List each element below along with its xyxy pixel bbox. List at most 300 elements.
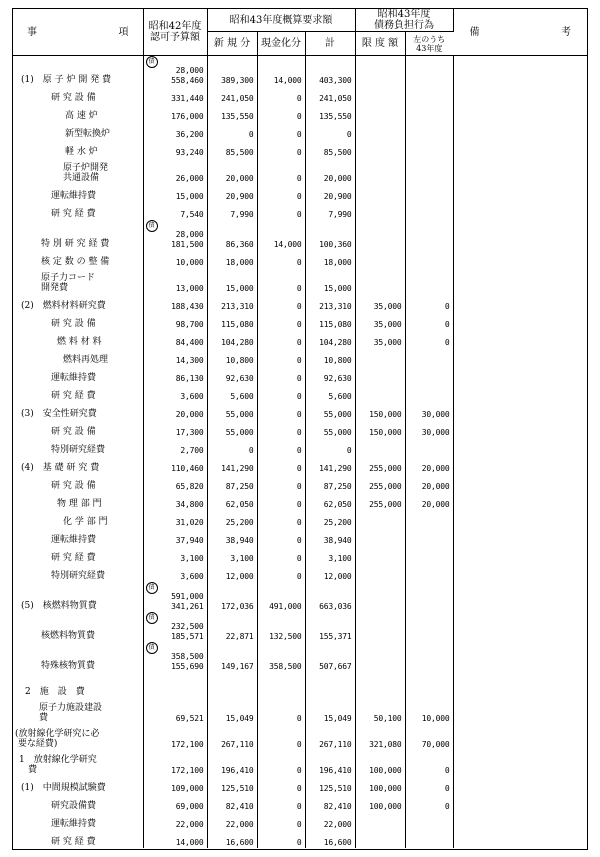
header-remarks [453,9,587,56]
cell-item: 運転維持費 [13,184,143,202]
prev-budget-value: 109,000 [171,783,204,793]
cell-limit [355,582,405,612]
cell-of-which [405,122,453,140]
cell-prev-budget [143,776,207,794]
prev-budget-value: 110,460 [171,463,204,473]
cell-limit: 321,080 [355,724,405,750]
cell-cash: 0 [257,528,305,546]
prev-budget-value: 86,130 [175,373,204,383]
cell-remarks [453,158,587,184]
cell-item: 新型転換炉 [13,122,143,140]
table-row [13,812,587,830]
budget-table [13,9,587,848]
cell-item: 研 究 設 備 [13,86,143,104]
prev-budget-value: 69,521 [175,713,204,723]
prev-budget-value: 2,700 [180,445,204,455]
table-row [13,140,587,158]
cell-item: 研 究 経 費 [13,830,143,848]
cell-cash: 0 [257,348,305,366]
cell-limit: 255,000 [355,492,405,510]
cell-limit [355,158,405,184]
cell-of-which: 20,000 [405,492,453,510]
prev-budget-value: 37,940 [175,535,204,545]
cell-limit [355,510,405,528]
cell-cash: 0 [257,250,305,268]
cell-total: 85,500 [305,140,355,158]
cell-new: 85,500 [207,140,257,158]
prev-budget-value: 172,100 [171,765,204,775]
prev-budget-value: 14,300 [175,355,204,365]
cell-remarks [453,564,587,582]
prev-budget-value: 13,000 [175,283,204,293]
cell-new: 196,410 [207,750,257,776]
table-row [13,348,587,366]
table-row [13,420,587,438]
cell-item: (4) 基 礎 研 究 費 [13,456,143,474]
cell-cash: 491,000 [257,582,305,612]
cell-prev-budget [143,294,207,312]
cell-prev-budget [143,250,207,268]
cell-new: 16,600 [207,830,257,848]
table-row [13,492,587,510]
prev-budget-value: 172,100 [171,739,204,749]
cell-of-which [405,56,453,86]
prev-budget-value: 7,540 [180,209,204,219]
cell-of-which: 0 [405,312,453,330]
cell-remarks [453,366,587,384]
debt-mark-icon: 債 [146,220,158,232]
prev-budget-value: 20,000 [175,409,204,419]
cell-remarks [453,384,587,402]
table-row [13,312,587,330]
cell-item: 原子力施設建設 費 [13,698,143,724]
cell-prev-budget [143,158,207,184]
table-row [13,564,587,582]
cell-prev-budget [143,438,207,456]
cell-item: 運転維持費 [13,812,143,830]
table-row [13,220,587,250]
table-row [13,642,587,672]
cell-limit: 150,000 [355,402,405,420]
cell-item: 研 究 経 費 [13,546,143,564]
table-row [13,750,587,776]
cell-new: 104,280 [207,330,257,348]
header-total: 計 [305,32,355,56]
cell-limit: 35,000 [355,312,405,330]
table-row [13,330,587,348]
cell-limit [355,528,405,546]
cell-total: 38,940 [305,528,355,546]
cell-prev-budget [143,202,207,220]
cell-cash: 0 [257,86,305,104]
cell-remarks [453,830,587,848]
cell-cash: 0 [257,830,305,848]
header-item-right: 項 [118,26,129,38]
cell-of-which [405,528,453,546]
prev-budget-value: 10,000 [175,257,204,267]
cell-of-which [405,104,453,122]
cell-of-which [405,158,453,184]
cell-remarks [453,456,587,474]
cell-new: 20,900 [207,184,257,202]
cell-limit: 100,000 [355,776,405,794]
cell-prev-budget [143,402,207,420]
cell-prev-budget [143,56,207,86]
prev-budget-debt-value: 28,000 [175,66,204,76]
cell-remarks [453,724,587,750]
cell-prev-budget [143,812,207,830]
prev-budget-value: 36,200 [175,129,204,139]
header-item-left: 事 [27,26,37,38]
cell-prev-budget [143,122,207,140]
cell-limit [355,366,405,384]
cell-new: 25,200 [207,510,257,528]
cell-item: 運転維持費 [13,528,143,546]
cell-prev-budget [143,564,207,582]
prev-budget-value: 3,600 [180,571,204,581]
cell-item: (1) 原 子 炉 開 発 費 [13,56,143,86]
table-row [13,528,587,546]
prev-budget-value: 17,300 [175,427,204,437]
header-item [13,9,143,56]
cell-remarks [453,812,587,830]
cell-limit [355,184,405,202]
cell-new: 267,110 [207,724,257,750]
cell-cash: 0 [257,812,305,830]
cell-prev-budget [143,220,207,250]
cell-new: 125,510 [207,776,257,794]
cell-total: 12,000 [305,564,355,582]
cell-new: 135,550 [207,104,257,122]
cell-of-which [405,438,453,456]
cell-limit [355,122,405,140]
cell-remarks [453,612,587,642]
cell-limit: 100,000 [355,794,405,812]
cell-cash: 0 [257,794,305,812]
cell-of-which [405,384,453,402]
table-row [13,402,587,420]
cell-item: 核 定 数 の 整 備 [13,250,143,268]
cell-limit [355,202,405,220]
cell-remarks [453,330,587,348]
prev-budget-value: 31,020 [175,517,204,527]
cell-new [207,672,257,698]
cell-of-which [405,202,453,220]
cell-limit [355,830,405,848]
cell-of-which [405,86,453,104]
table-row [13,612,587,642]
cell-of-which: 30,000 [405,420,453,438]
prev-budget-value: 188,430 [171,301,204,311]
cell-limit [355,564,405,582]
debt-mark-icon: 債 [146,612,158,624]
prev-budget-debt-value: 358,500 [171,652,204,662]
cell-prev-budget [143,86,207,104]
table-row [13,202,587,220]
cell-cash: 0 [257,546,305,564]
cell-of-which [405,184,453,202]
cell-item: 研 究 経 費 [13,384,143,402]
cell-item: 研 究 設 備 [13,474,143,492]
cell-remarks [453,140,587,158]
cell-prev-budget [143,474,207,492]
cell-cash: 0 [257,366,305,384]
cell-item: 特別研究経費 [13,564,143,582]
cell-remarks [453,420,587,438]
cell-limit [355,268,405,294]
cell-item: 軽 水 炉 [13,140,143,158]
cell-total: 87,250 [305,474,355,492]
table-row [13,384,587,402]
cell-new: 55,000 [207,402,257,420]
cell-remarks [453,546,587,564]
cell-of-which [405,268,453,294]
cell-prev-budget [143,510,207,528]
prev-budget-value: 341,261 [171,601,204,611]
table-row [13,86,587,104]
table-row [13,122,587,140]
table-row [13,56,587,86]
cell-of-which [405,140,453,158]
cell-item: 特別研究経費 [13,438,143,456]
prev-budget-value: 26,000 [175,173,204,183]
cell-cash: 0 [257,202,305,220]
header-remarks-right: 考 [561,26,571,38]
cell-of-which [405,612,453,642]
prev-budget-value: 185,571 [171,631,204,641]
cell-new: 389,300 [207,56,257,86]
cell-prev-budget [143,184,207,202]
cell-total: 100,360 [305,220,355,250]
header-of-which: 左のうち 43年度 [405,32,453,56]
cell-cash: 0 [257,184,305,202]
cell-total: 135,550 [305,104,355,122]
cell-total: 25,200 [305,510,355,528]
cell-new: 5,600 [207,384,257,402]
header-cash: 現金化分 [257,32,305,56]
cell-total: 55,000 [305,420,355,438]
cell-new: 172,036 [207,582,257,612]
cell-item: 研 究 設 備 [13,312,143,330]
cell-limit [355,812,405,830]
cell-of-which: 70,000 [405,724,453,750]
debt-mark-icon: 債 [146,642,158,654]
cell-total: 10,800 [305,348,355,366]
cell-cash: 0 [257,158,305,184]
cell-total: 141,290 [305,456,355,474]
cell-cash: 0 [257,438,305,456]
cell-prev-budget [143,366,207,384]
table-row [13,104,587,122]
cell-cash: 0 [257,268,305,294]
prev-budget-value: 22,000 [175,819,204,829]
cell-total: 22,000 [305,812,355,830]
cell-new: 62,050 [207,492,257,510]
header-limit: 限 度 額 [355,32,405,56]
table-row [13,776,587,794]
cell-remarks [453,184,587,202]
table-row [13,474,587,492]
prev-budget-value: 84,400 [175,337,204,347]
cell-prev-budget [143,794,207,812]
cell-remarks [453,202,587,220]
prev-budget-value: 34,800 [175,499,204,509]
cell-limit [355,140,405,158]
cell-remarks [453,672,587,698]
cell-of-which [405,564,453,582]
cell-new: 18,000 [207,250,257,268]
prev-budget-value: 3,100 [180,553,204,563]
cell-of-which: 0 [405,750,453,776]
cell-prev-budget [143,456,207,474]
cell-item: 2 施 設 費 [13,672,143,698]
cell-item: 高 速 炉 [13,104,143,122]
cell-item: 核燃料物質費 [13,612,143,642]
cell-new: 3,100 [207,546,257,564]
cell-cash: 0 [257,104,305,122]
cell-total: 403,300 [305,56,355,86]
header-prev-budget: 昭和42年度 認可予算額 [143,9,207,56]
cell-remarks [453,348,587,366]
cell-prev-budget [143,384,207,402]
cell-new: 7,990 [207,202,257,220]
cell-prev-budget [143,612,207,642]
header-debt-group: 昭和43年度 債務負担行為 [355,9,453,32]
cell-total: 196,410 [305,750,355,776]
cell-new: 82,410 [207,794,257,812]
header-remarks-left: 備 [469,26,480,38]
cell-new: 0 [207,122,257,140]
cell-prev-budget [143,268,207,294]
cell-remarks [453,56,587,86]
cell-remarks [453,268,587,294]
prev-budget-value: 65,820 [175,481,204,491]
cell-total: 0 [305,438,355,456]
cell-of-which [405,830,453,848]
cell-total: 82,410 [305,794,355,812]
cell-of-which: 0 [405,330,453,348]
cell-total: 104,280 [305,330,355,348]
cell-of-which: 20,000 [405,474,453,492]
prev-budget-value: 331,440 [171,93,204,103]
cell-total: 663,036 [305,582,355,612]
cell-item: 研 究 経 費 [13,202,143,220]
cell-item: (放射線化学研究に必 要な経費) [13,724,143,750]
cell-remarks [453,582,587,612]
cell-of-which: 10,000 [405,698,453,724]
prev-budget-debt-value: 232,500 [171,622,204,632]
cell-of-which [405,510,453,528]
cell-new: 86,360 [207,220,257,250]
cell-prev-budget [143,420,207,438]
table-row [13,830,587,848]
cell-total: 507,667 [305,642,355,672]
cell-remarks [453,250,587,268]
cell-new: 87,250 [207,474,257,492]
table-row [13,582,587,612]
cell-cash: 0 [257,698,305,724]
prev-budget-value: 69,000 [175,801,204,811]
cell-remarks [453,474,587,492]
table-body [13,56,587,848]
cell-limit [355,612,405,642]
cell-cash: 0 [257,456,305,474]
cell-remarks [453,750,587,776]
cell-of-which: 0 [405,794,453,812]
table-row [13,438,587,456]
cell-total: 15,000 [305,268,355,294]
cell-prev-budget [143,672,207,698]
cell-cash: 0 [257,294,305,312]
cell-new: 241,050 [207,86,257,104]
prev-budget-value: 176,000 [171,111,204,121]
cell-limit: 100,000 [355,750,405,776]
cell-new: 92,630 [207,366,257,384]
prev-budget-debt-value: 28,000 [175,230,204,240]
cell-remarks [453,402,587,420]
cell-item: (3) 安全性研究費 [13,402,143,420]
cell-of-which [405,348,453,366]
cell-limit: 35,000 [355,294,405,312]
cell-new: 55,000 [207,420,257,438]
cell-cash: 0 [257,510,305,528]
cell-new: 15,000 [207,268,257,294]
cell-item: 原子炉開発 共通設備 [13,158,143,184]
header-request-group: 昭和43年度概算要求額 [207,9,355,32]
cell-remarks [453,294,587,312]
cell-item: 燃料再処理 [13,348,143,366]
table-row [13,366,587,384]
cell-total: 241,050 [305,86,355,104]
cell-of-which [405,582,453,612]
cell-prev-budget [143,492,207,510]
cell-prev-budget [143,750,207,776]
cell-prev-budget [143,698,207,724]
cell-limit: 35,000 [355,330,405,348]
cell-prev-budget [143,348,207,366]
cell-new: 22,871 [207,612,257,642]
cell-limit [355,86,405,104]
cell-prev-budget [143,104,207,122]
header-new: 新 規 分 [207,32,257,56]
cell-prev-budget [143,582,207,612]
cell-of-which [405,642,453,672]
cell-item: 1 放射線化学研究 費 [13,750,143,776]
cell-item: 化 学 部 門 [13,510,143,528]
cell-cash: 0 [257,312,305,330]
cell-item: 特殊核物質費 [13,642,143,672]
cell-of-which [405,812,453,830]
cell-cash: 0 [257,750,305,776]
cell-prev-budget [143,330,207,348]
cell-prev-budget [143,642,207,672]
cell-limit [355,220,405,250]
cell-item: 特 別 研 究 経 費 [13,220,143,250]
cell-limit [355,438,405,456]
cell-new: 149,167 [207,642,257,672]
cell-item: 原子力コード 開発費 [13,268,143,294]
cell-total: 213,310 [305,294,355,312]
prev-budget-value: 93,240 [175,147,204,157]
table-row [13,250,587,268]
cell-remarks [453,438,587,456]
cell-total: 20,000 [305,158,355,184]
cell-total: 267,110 [305,724,355,750]
cell-item: (1) 中間規模試験費 [13,776,143,794]
cell-limit [355,250,405,268]
prev-budget-value: 14,000 [175,837,204,847]
cell-cash: 0 [257,776,305,794]
